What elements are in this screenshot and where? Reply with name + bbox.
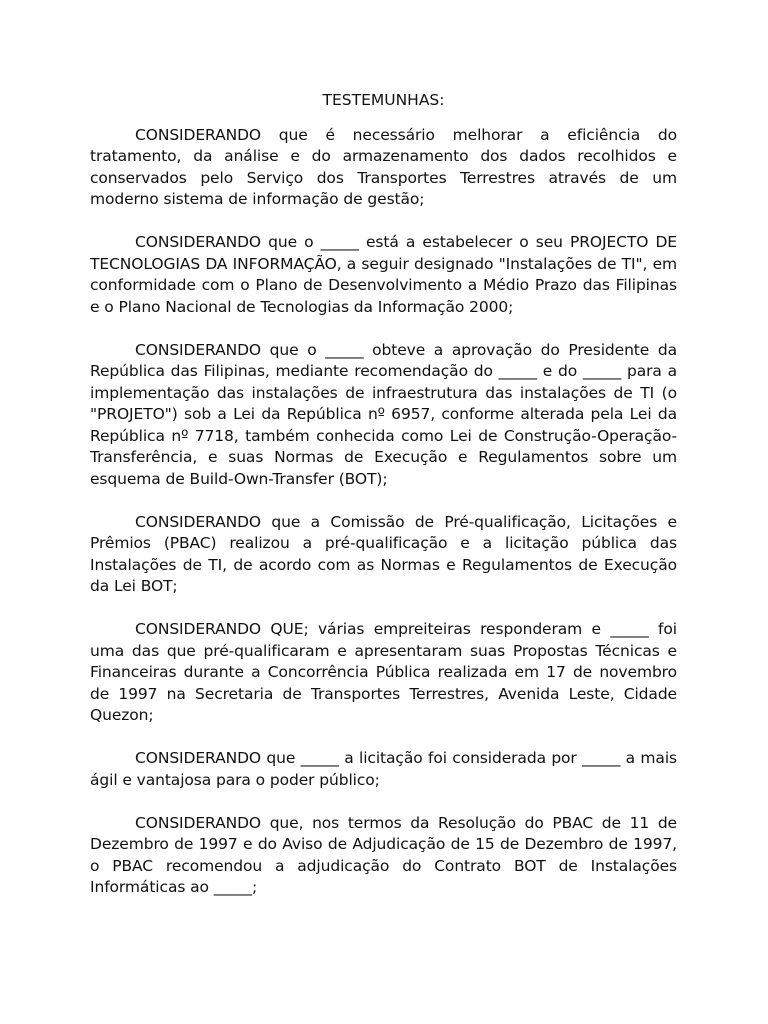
- paragraph-5: CONSIDERANDO QUE; várias empreiteiras responderam e _____ foi uma das que pré-qualificaram e apresentaram suas Propostas Técnicas e Financeiras durante a Concorrência Pública realizada em 17 de novembro de 1997 na Secretaria de Transportes Terrestres, Avenida Leste, Cidade Quezon;: [90, 620, 677, 724]
- document-page: [90, 90, 677, 920]
- paragraph-6: CONSIDERANDO que _____ a licitação foi considerada por _____ a mais ágil e vantajosa para o poder público;: [90, 749, 677, 789]
- paragraph-7: CONSIDERANDO que, nos termos da Resolução do PBAC de 11 de Dezembro de 1997 e do Aviso de Adjudicação de 15 de Dezembro de 1997, o PBAC recomendou a adjudicação do Contrato BOT de Instalações Informáticas ao _____;: [90, 813, 677, 896]
- paragraph-3: CONSIDERANDO que o _____ obteve a aprovação do Presidente da República das Filipinas, mediante recomendação do _____ e do _____ para a implementação das instalações de infraestrutura das instalações de TI (o "PROJETO") sob a Lei da República nº 6957, conforme alterada pela Lei da República nº 7718, também conhecida como Lei de Construção-Operação-Transferência, e suas Normas de Execução e Regulamentos sobre um esquema de Build-Own-Transfer (BOT);: [90, 340, 677, 488]
- paragraph-1: CONSIDERANDO que é necessário melhorar a eficiência do tratamento, da análise e do armazenamento dos dados recolhidos e conservados pelo Serviço dos Transportes Terrestres através de um moderno sistema de informação de gestão;: [90, 125, 677, 208]
- document-heading: TESTEMUNHAS:: [322, 91, 445, 109]
- paragraph-4: CONSIDERANDO que a Comissão de Pré-qualificação, Licitações e Prêmios (PBAC) realizou a pré-qualificação e a licitação pública das Instalações de TI, de acordo com as Normas e Regulamentos de Execução da Lei BOT;: [90, 512, 677, 595]
- paragraph-2: CONSIDERANDO que o _____ está a estabelecer o seu PROJECTO DE TECNOLOGIAS DA INFORMAÇÃO, a seguir designado "Instalações de TI", em conformidade com o Plano de Desenvolvimento a Médio Prazo das Filipinas e o Plano Nacional de Tecnologias da Informação 2000;: [90, 233, 677, 316]
